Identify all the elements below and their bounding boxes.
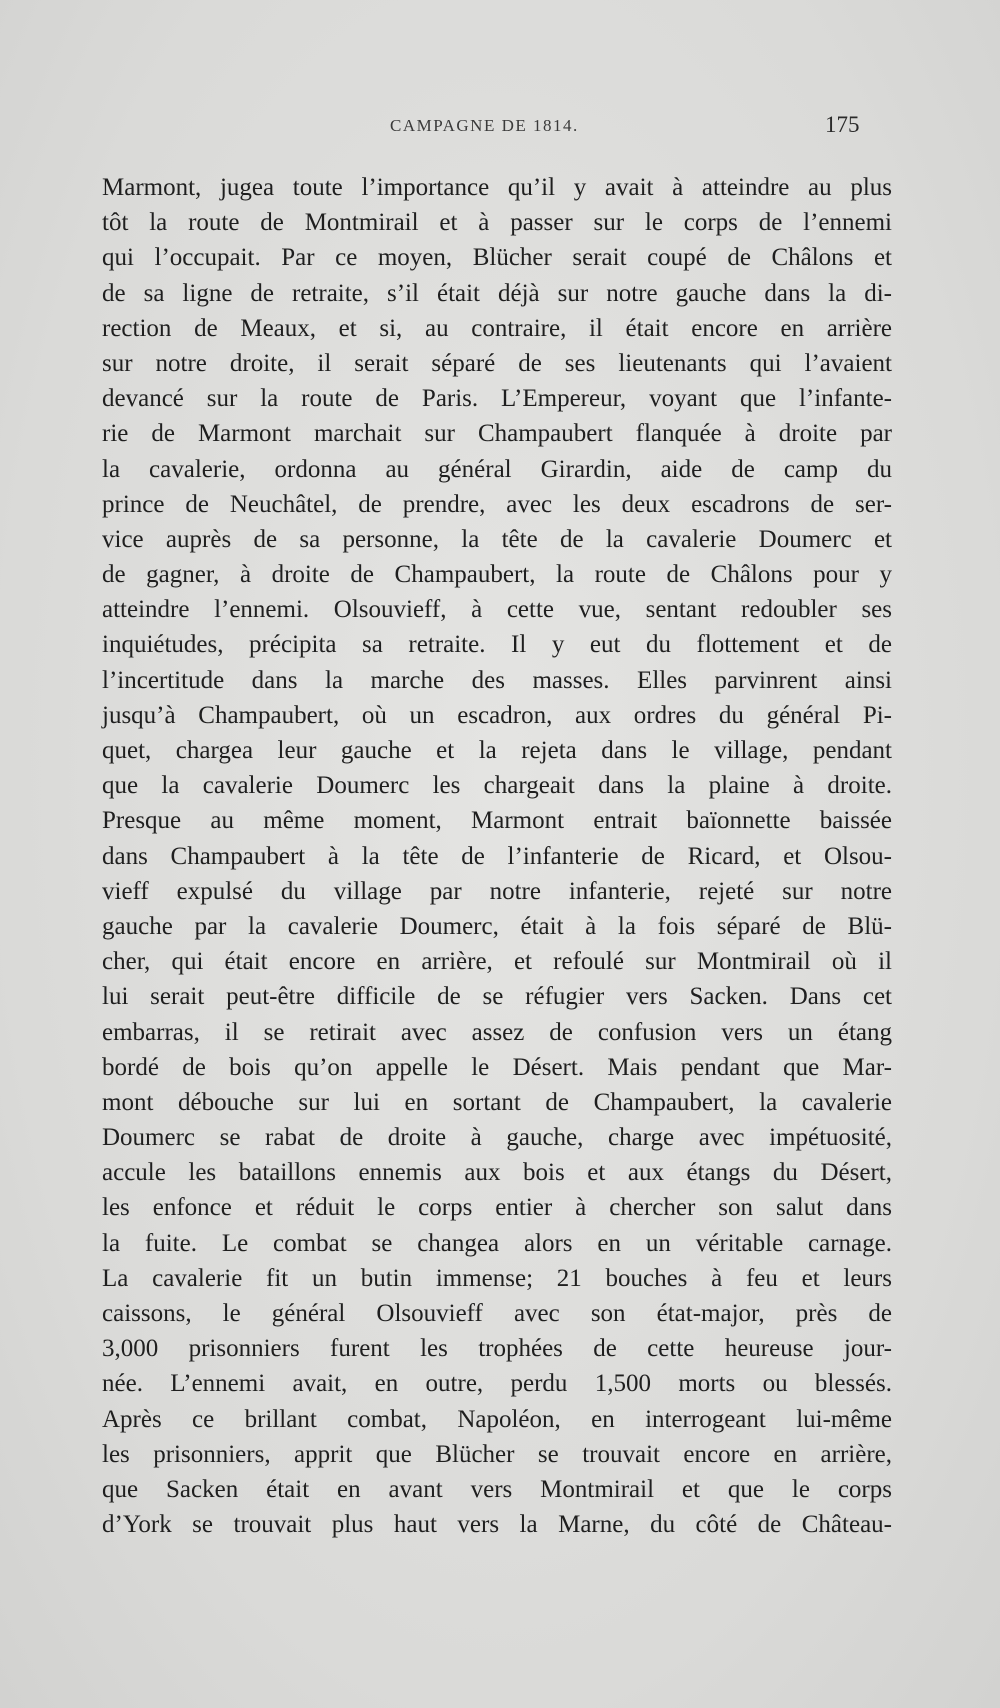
text-line: mont débouche sur lui en sortant de Champaubert, la cavalerie bbox=[102, 1088, 892, 1116]
text-line: devancé sur la route de Paris. L’Empereur, voyant que l’infante- bbox=[102, 385, 892, 413]
text-line: Doumerc se rabat de droite à gauche, charge avec impétuosité, bbox=[102, 1124, 892, 1152]
text-line: de sa ligne de retraite, s’il était déjà sur notre gauche dans la di- bbox=[102, 279, 892, 307]
text-line: rection de Meaux, et si, au contraire, il était encore en arrière bbox=[102, 314, 892, 342]
text-line: les enfonce et réduit le corps entier à chercher son salut dans bbox=[102, 1194, 892, 1222]
text-line: caissons, le général Olsouvieff avec son état-major, près de bbox=[102, 1300, 892, 1327]
text-line: inquiétudes, précipita sa retraite. Il y eut du flottement et de bbox=[102, 631, 892, 659]
text-line: dans Champaubert à la tête de l’infanterie de Ricard, et Olsou- bbox=[102, 842, 892, 870]
text-line: accule les bataillons ennemis aux bois et aux étangs du Désert, bbox=[102, 1159, 892, 1187]
text-line: Marmont, jugea toute l’importance qu’il y avait à atteindre au plus bbox=[102, 174, 892, 201]
text-line: de gagner, à droite de Champaubert, la route de Châlons pour y bbox=[102, 561, 892, 589]
text-line: rie de Marmont marchait sur Champaubert flanquée à droite par bbox=[102, 420, 892, 448]
text-line: Après ce brillant combat, Napoléon, en interrogeant lui-même bbox=[102, 1405, 892, 1433]
text-line: Presque au même moment, Marmont entrait baïonnette baissée bbox=[102, 807, 892, 835]
text-line: embarras, il se retirait avec assez de confusion vers un étang bbox=[102, 1018, 892, 1046]
text-line: que la cavalerie Doumerc les chargeait dans la plaine à droite. bbox=[102, 772, 892, 800]
text-line: La cavalerie fit un butin immense; 21 bouches à feu et leurs bbox=[102, 1264, 892, 1292]
running-head bbox=[0, 112, 1000, 142]
text-line: tôt la route de Montmirail et à passer sur le corps de l’ennemi bbox=[102, 209, 892, 237]
running-title: CAMPAGNE DE 1814. bbox=[390, 116, 579, 135]
text-line: vice auprès de sa personne, la tête de la cavalerie Doumerc et bbox=[102, 525, 892, 553]
text-line: d’York se trouvait plus haut vers la Marne, du côté de Château- bbox=[102, 1511, 892, 1539]
text-line: que Sacken était en avant vers Montmirail et que le corps bbox=[102, 1475, 892, 1503]
text-line: la fuite. Le combat se changea alors en un véritable carnage. bbox=[102, 1229, 892, 1257]
page-number: 175 bbox=[825, 112, 860, 137]
body-text bbox=[102, 170, 892, 1542]
text-line: l’incertitude dans la marche des masses. Elles parvinrent ainsi bbox=[102, 666, 892, 694]
text-line: lui serait peut-être difficile de se réfugier vers Sacken. Dans cet bbox=[102, 983, 892, 1011]
text-line: bordé de bois qu’on appelle le Désert. Mais pendant que Mar- bbox=[102, 1053, 892, 1081]
text-line: gauche par la cavalerie Doumerc, était à la fois séparé de Blü- bbox=[102, 912, 892, 940]
text-line: vieff expulsé du village par notre infanterie, rejeté sur notre bbox=[102, 877, 892, 905]
text-line: quet, chargea leur gauche et la rejeta dans le village, pendant bbox=[102, 737, 892, 764]
text-line: née. L’ennemi avait, en outre, perdu 1,500 morts ou blessés. bbox=[102, 1370, 892, 1398]
text-line: atteindre l’ennemi. Olsouvieff, à cette vue, sentant redoubler ses bbox=[102, 596, 892, 624]
text-line: les prisonniers, apprit que Blücher se trouvait encore en arrière, bbox=[102, 1440, 892, 1468]
text-line: cher, qui était encore en arrière, et refoulé sur Montmirail où il bbox=[102, 948, 892, 976]
text-line: qui l’occupait. Par ce moyen, Blücher serait coupé de Châlons et bbox=[102, 244, 892, 272]
text-line: prince de Neuchâtel, de prendre, avec les deux escadrons de ser- bbox=[102, 490, 892, 518]
text-line: 3,000 prisonniers furent les trophées de cette heureuse jour- bbox=[102, 1335, 892, 1363]
text-line: sur notre droite, il serait séparé de ses lieutenants qui l’avaient bbox=[102, 349, 892, 377]
text-line: la cavalerie, ordonna au général Girardin, aide de camp du bbox=[102, 455, 892, 483]
text-line: jusqu’à Champaubert, où un escadron, aux ordres du général Pi- bbox=[102, 701, 892, 729]
